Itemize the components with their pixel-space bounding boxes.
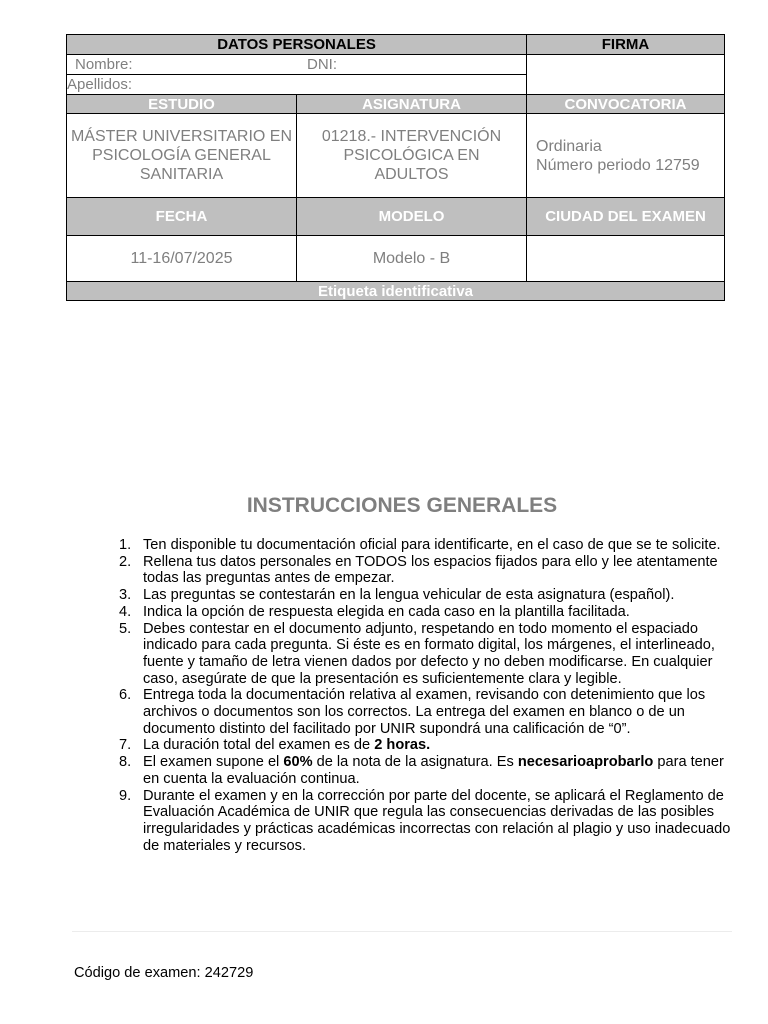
- id-label-header: Etiqueta identificativa: [67, 282, 725, 301]
- city-header: CIUDAD DEL EXAMEN: [527, 198, 725, 236]
- footer-divider: [72, 931, 732, 932]
- subject-header: ASIGNATURA: [297, 95, 527, 114]
- study-header: ESTUDIO: [67, 95, 297, 114]
- study-value: MÁSTER UNIVERSITARIO EN PSICOLOGÍA GENERAL SANITARIA: [67, 114, 297, 198]
- signature-box[interactable]: [527, 55, 725, 95]
- date-header: FECHA: [67, 198, 297, 236]
- surname-label: Apellidos:: [67, 76, 133, 93]
- date-value: 11-16/07/2025: [67, 236, 297, 282]
- call-period: Número periodo 12759: [536, 156, 700, 174]
- personal-data-header: DATOS PERSONALES: [67, 35, 527, 55]
- instruction-item: 7. La duración total del examen es de 2 horas.: [119, 737, 431, 754]
- instructions-list: [112, 537, 732, 854]
- city-value[interactable]: [527, 236, 725, 282]
- exam-code: Código de examen: 242729: [74, 965, 254, 981]
- name-dni-field[interactable]: [67, 55, 527, 75]
- instruction-item: 4. Indica la opción de respuesta elegida en cada caso en la plantilla facilitada.: [119, 603, 630, 620]
- instruction-item: 3. Las preguntas se contestarán en la lengua vehicular de esta asignatura (español).: [119, 587, 675, 604]
- instruction-item: 9. Durante el examen y en la corrección por parte del docente, se aplicará el Reglamento de Evaluación Académica de UNIR que regula las consecuencias derivadas de las posibles irregularidades y prácticas académicas incorrectas con relación al plagio y uso inadecuado de materiales y recursos.: [119, 787, 731, 854]
- signature-header: FIRMA: [527, 35, 725, 55]
- model-value: Modelo - B: [297, 236, 527, 282]
- subject-value: 01218.- INTERVENCIÓN PSICOLÓGICA EN ADULTOS: [297, 114, 527, 198]
- dni-label: DNI:: [307, 56, 337, 73]
- instruction-item: 6. Entrega toda la documentación relativa al examen, revisando con detenimiento que los archivos o documentos son los correctos. La entrega del examen en blanco o de un documento distinto del facilitado por UNIR supondrá una calificación de “0”.: [119, 687, 706, 737]
- call-header: CONVOCATORIA: [527, 95, 725, 114]
- instruction-item: 2. Rellena tus datos personales en TODOS los espacios fijados para ello y lee atentamente todas las preguntas antes de empezar.: [119, 553, 718, 587]
- name-label: Nombre:: [75, 56, 133, 73]
- model-header: MODELO: [297, 198, 527, 236]
- call-type: Ordinaria: [536, 137, 602, 155]
- surname-field[interactable]: [67, 75, 527, 95]
- instruction-item: 1. Ten disponible tu documentación oficial para identificarte, en el caso de que se te solicite.: [119, 537, 721, 553]
- exam-header-form: [66, 34, 725, 301]
- instruction-item: 8. El examen supone el 60% de la nota de la asignatura. Es necesarioaprobarlo para tener en cuenta la evaluación continua.: [119, 754, 724, 787]
- instructions-title: INSTRUCCIONES GENERALES: [246, 494, 558, 517]
- instruction-item: 5. Debes contestar en el documento adjunto, respetando en todo momento el espaciado indicado para cada pregunta. Si éste es en formato digital, los márgenes, el interlineado, fuente y tamaño de letra vienen dados por defecto y no deben modificarse. En cualquier caso, asegúrate de que la presentación es suficientemente clara y legible.: [119, 620, 715, 687]
- call-value: [527, 114, 725, 198]
